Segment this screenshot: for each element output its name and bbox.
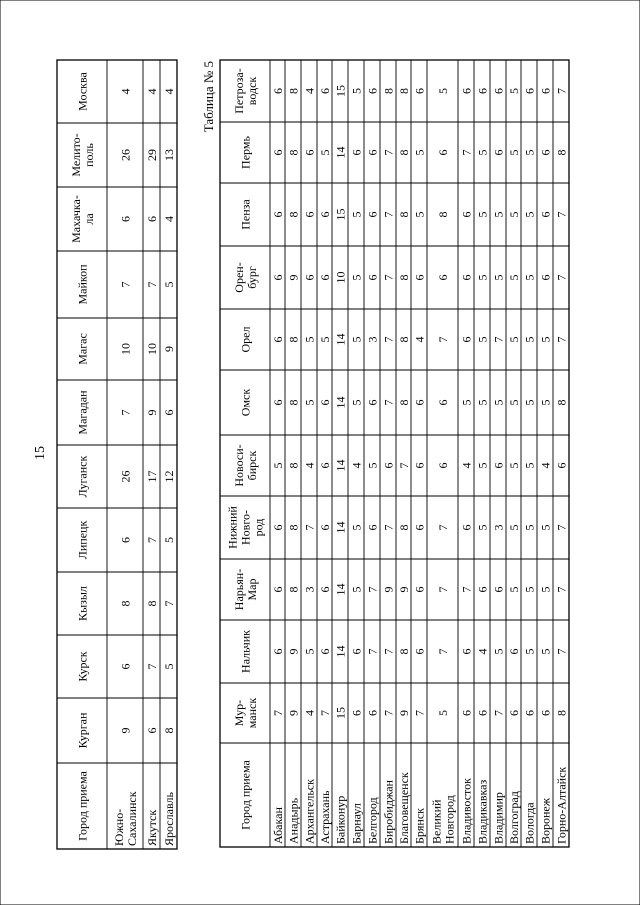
- bottom-value-cell: 8: [286, 586, 301, 593]
- bottom-city-cell: Астрахань: [318, 790, 332, 844]
- bottom-header-cell: Петроза-водск: [232, 68, 259, 114]
- bottom-value-cell: 6: [538, 88, 553, 94]
- bottom-value-cell: 7: [436, 336, 450, 343]
- top-value-cell: 7: [118, 409, 133, 416]
- bottom-value-cell: 7: [554, 648, 569, 655]
- bottom-value-cell: 6: [318, 462, 332, 469]
- top-value-cell: 7: [145, 663, 159, 670]
- bottom-value-cell: 6: [491, 586, 506, 593]
- bottom-value-cell: 6: [459, 211, 474, 218]
- bottom-value-cell: 5: [302, 336, 317, 343]
- bottom-value-cell: 6: [475, 710, 490, 716]
- bottom-value-cell: 6: [271, 88, 285, 94]
- bottom-value-cell: 5: [507, 149, 521, 156]
- top-value-cell: 8: [162, 727, 176, 734]
- bottom-value-cell: 7: [436, 524, 450, 531]
- bottom-value-cell: 6: [538, 149, 553, 156]
- bottom-value-cell: 5: [459, 399, 474, 406]
- bottom-value-cell: 14: [333, 396, 348, 409]
- bottom-value-cell: 14: [333, 459, 348, 472]
- bottom-value-cell: 5: [412, 149, 427, 156]
- bottom-value-cell: 6: [459, 88, 474, 94]
- bottom-value-cell: 5: [522, 211, 537, 218]
- bottom-value-cell: 6: [459, 274, 474, 281]
- bottom-city-cell: Горно-Алтайск: [554, 766, 569, 844]
- top-header-cell: Курган: [75, 712, 90, 749]
- bottom-value-cell: 5: [349, 211, 364, 218]
- top-value-cell: 6: [118, 537, 133, 543]
- bottom-value-cell: 7: [271, 710, 285, 716]
- bottom-value-cell: 5: [302, 399, 317, 406]
- bottom-value-cell: 5: [318, 149, 332, 156]
- bottom-value-cell: 6: [318, 274, 332, 281]
- top-value-cell: 4: [118, 88, 133, 95]
- top-value-cell: 9: [145, 409, 159, 416]
- bottom-city-cell: Владивосток: [459, 778, 474, 844]
- bottom-value-cell: 6: [271, 336, 285, 343]
- top-city-cell: Южно-Сахалинск: [112, 791, 139, 846]
- bottom-value-cell: 6: [271, 211, 285, 218]
- bottom-header-cell: Пермь: [238, 136, 253, 169]
- bottom-value-cell: 9: [381, 586, 396, 593]
- top-value-cell: 7: [145, 281, 159, 288]
- bottom-city-cell: Байконур: [333, 795, 348, 844]
- top-value-cell: 9: [118, 727, 133, 734]
- bottom-value-cell: 8: [397, 336, 411, 343]
- table-caption: Таблица № 5: [201, 61, 216, 133]
- bottom-value-cell: 6: [365, 274, 380, 281]
- top-header-cell: Мелито-поль: [69, 133, 96, 177]
- top-value-cell: 6: [145, 216, 159, 222]
- top-value-cell: 7: [162, 600, 176, 607]
- bottom-value-cell: 8: [436, 211, 450, 218]
- top-value-cell: 17: [145, 470, 159, 483]
- bottom-value-cell: 6: [491, 88, 506, 94]
- bottom-value-cell: 6: [271, 586, 285, 593]
- bottom-header-cell: Новоси-бирск: [232, 444, 259, 487]
- bottom-value-cell: 7: [554, 336, 569, 343]
- top-value-cell: 26: [118, 470, 133, 483]
- top-value-cell: 6: [145, 727, 159, 734]
- bottom-value-cell: 6: [349, 710, 364, 716]
- top-value-cell: 12: [162, 470, 176, 483]
- bottom-city-cell: Владикавказ: [475, 779, 490, 844]
- bottom-value-cell: 5: [522, 648, 537, 655]
- bottom-value-cell: 5: [538, 648, 553, 655]
- bottom-value-cell: 7: [436, 586, 450, 593]
- bottom-value-cell: 5: [522, 462, 537, 469]
- bottom-value-cell: 6: [318, 524, 332, 531]
- bottom-header-cell: Город приема: [238, 760, 253, 830]
- bottom-header-cell: Мур-манск: [232, 697, 259, 729]
- bottom-value-cell: 5: [491, 399, 506, 406]
- bottom-value-cell: 8: [397, 648, 411, 655]
- bottom-value-cell: 7: [554, 524, 569, 531]
- bottom-value-cell: 7: [381, 336, 396, 343]
- bottom-city-cell: Анадырь: [286, 797, 301, 844]
- bottom-value-cell: 5: [349, 524, 364, 531]
- bottom-value-cell: 6: [459, 710, 474, 716]
- bottom-value-cell: 7: [318, 710, 332, 716]
- bottom-value-cell: 6: [318, 88, 332, 94]
- bottom-value-cell: 6: [522, 88, 537, 94]
- bottom-value-cell: 6: [365, 211, 380, 218]
- bottom-city-cell: Абакан: [271, 807, 285, 844]
- bottom-value-cell: 6: [436, 274, 450, 281]
- top-header-cell: Майкоп: [75, 264, 90, 305]
- bottom-value-cell: 6: [302, 211, 317, 218]
- bottom-value-cell: 8: [554, 399, 569, 406]
- bottom-value-cell: 7: [412, 710, 427, 716]
- bottom-value-cell: 7: [381, 211, 396, 218]
- bottom-value-cell: 6: [381, 462, 396, 469]
- top-value-cell: 9: [162, 346, 176, 352]
- bottom-value-cell: 6: [318, 586, 332, 593]
- bottom-value-cell: 14: [333, 583, 348, 596]
- bottom-value-cell: 6: [412, 274, 427, 281]
- bottom-value-cell: 8: [286, 149, 301, 156]
- top-city-cell: Ярославль: [162, 792, 176, 846]
- bottom-value-cell: 4: [459, 462, 474, 469]
- bottom-value-cell: 7: [554, 586, 569, 593]
- bottom-value-cell: 8: [554, 149, 569, 156]
- bottom-value-cell: 4: [475, 648, 490, 655]
- bottom-value-cell: 5: [436, 88, 450, 94]
- bottom-value-cell: 6: [538, 274, 553, 281]
- bottom-value-cell: 7: [365, 586, 380, 593]
- top-city-cell: Якутск: [145, 809, 159, 846]
- bottom-value-cell: 6: [459, 648, 474, 655]
- bottom-city-cell: Брянск: [412, 808, 427, 844]
- top-value-cell: 5: [162, 663, 176, 670]
- top-header-cell: Луганск: [75, 455, 90, 498]
- bottom-value-cell: 4: [302, 710, 317, 716]
- bottom-value-cell: 5: [412, 211, 427, 218]
- bottom-value-cell: 6: [302, 149, 317, 156]
- bottom-value-cell: 5: [507, 462, 521, 469]
- bottom-value-cell: 5: [302, 648, 317, 655]
- bottom-value-cell: 6: [365, 399, 380, 406]
- bottom-value-cell: 5: [522, 274, 537, 281]
- bottom-value-cell: 5: [522, 149, 537, 156]
- bottom-value-cell: 5: [475, 149, 490, 156]
- top-value-cell: 8: [145, 600, 159, 607]
- top-value-cell: 5: [162, 281, 176, 288]
- bottom-value-cell: 8: [381, 88, 396, 94]
- bottom-value-cell: 9: [286, 710, 301, 716]
- bottom-value-cell: 7: [436, 648, 450, 655]
- top-value-cell: 7: [145, 537, 159, 543]
- bottom-value-cell: 5: [507, 274, 521, 281]
- bottom-value-cell: 5: [507, 586, 521, 593]
- bottom-value-cell: 7: [381, 524, 396, 531]
- bottom-value-cell: 6: [318, 399, 332, 406]
- bottom-value-cell: 5: [475, 211, 490, 218]
- bottom-value-cell: 14: [333, 333, 348, 346]
- bottom-city-cell: Биробиджан: [381, 780, 396, 844]
- bottom-value-cell: 6: [412, 399, 427, 406]
- bottom-value-cell: 8: [286, 462, 301, 469]
- bottom-value-cell: 4: [302, 88, 317, 94]
- top-value-cell: 5: [162, 537, 176, 543]
- bottom-value-cell: 6: [412, 586, 427, 593]
- bottom-value-cell: 6: [475, 586, 490, 593]
- bottom-value-cell: 5: [507, 88, 521, 94]
- top-value-cell: 26: [118, 149, 133, 161]
- bottom-value-cell: 5: [507, 336, 521, 343]
- bottom-value-cell: 6: [349, 648, 364, 655]
- bottom-value-cell: 9: [397, 710, 411, 716]
- bottom-value-cell: 7: [381, 274, 396, 281]
- bottom-city-cell: Владимир: [491, 792, 506, 844]
- bottom-value-cell: 8: [286, 88, 301, 94]
- bottom-value-cell: 5: [475, 274, 490, 281]
- bottom-value-cell: 6: [365, 88, 380, 94]
- top-value-cell: 29: [145, 149, 159, 161]
- bottom-value-cell: 7: [554, 211, 569, 218]
- bottom-value-cell: 9: [397, 586, 411, 593]
- bottom-value-cell: 6: [412, 524, 427, 531]
- bottom-value-cell: 8: [397, 88, 411, 94]
- bottom-value-cell: 8: [554, 710, 569, 716]
- top-value-cell: 4: [145, 88, 159, 95]
- bottom-value-cell: 8: [286, 524, 301, 531]
- bottom-value-cell: 14: [333, 521, 348, 534]
- bottom-value-cell: 6: [491, 149, 506, 156]
- bottom-header-cell: Нальчик: [238, 630, 253, 673]
- bottom-value-cell: 5: [538, 586, 553, 593]
- bottom-value-cell: 3: [491, 524, 506, 531]
- bottom-value-cell: 5: [475, 524, 490, 531]
- bottom-value-cell: 7: [554, 88, 569, 94]
- bottom-value-cell: 8: [397, 149, 411, 156]
- top-header-cell: Курск: [75, 651, 90, 682]
- bottom-value-cell: 8: [286, 211, 301, 218]
- bottom-value-cell: 10: [333, 271, 348, 284]
- top-value-cell: 10: [118, 343, 133, 355]
- bottom-city-cell: Воронеж: [538, 797, 553, 844]
- bottom-value-cell: 8: [397, 211, 411, 218]
- bottom-value-cell: 5: [475, 336, 490, 343]
- top-value-cell: 6: [118, 663, 133, 670]
- bottom-value-cell: 15: [333, 707, 348, 719]
- bottom-value-cell: 6: [491, 462, 506, 469]
- bottom-value-cell: 5: [507, 211, 521, 218]
- bottom-value-cell: 6: [271, 274, 285, 281]
- bottom-value-cell: 5: [538, 336, 553, 343]
- bottom-value-cell: 5: [522, 399, 537, 406]
- bottom-value-cell: 6: [349, 149, 364, 156]
- top-header-cell: Город приема: [75, 771, 90, 841]
- top-header-cell: Липецк: [75, 520, 90, 560]
- bottom-value-cell: 5: [538, 399, 553, 406]
- bottom-value-cell: 6: [554, 462, 569, 469]
- bottom-value-cell: 6: [475, 88, 490, 94]
- page-number: 15: [33, 446, 48, 460]
- bottom-value-cell: 6: [522, 710, 537, 716]
- bottom-value-cell: 5: [349, 274, 364, 281]
- bottom-value-cell: 7: [302, 524, 317, 531]
- top-header-cell: Москва: [75, 72, 90, 111]
- bottom-value-cell: 7: [381, 648, 396, 655]
- top-header-cell: Магас: [75, 333, 90, 365]
- bottom-value-cell: 7: [365, 648, 380, 655]
- bottom-value-cell: 7: [491, 710, 506, 716]
- bottom-value-cell: 5: [318, 336, 332, 343]
- bottom-value-cell: 6: [318, 211, 332, 218]
- bottom-value-cell: 7: [381, 399, 396, 406]
- top-value-cell: 10: [145, 343, 159, 355]
- bottom-value-cell: 5: [491, 274, 506, 281]
- bottom-value-cell: 6: [507, 710, 521, 716]
- bottom-header-cell: Орен-бург: [232, 262, 259, 293]
- bottom-value-cell: 5: [349, 88, 364, 94]
- bottom-value-cell: 7: [381, 710, 396, 716]
- bottom-value-cell: 5: [507, 524, 521, 531]
- bottom-value-cell: 6: [412, 648, 427, 655]
- bottom-value-cell: 6: [412, 462, 427, 469]
- bottom-value-cell: 5: [475, 399, 490, 406]
- bottom-city-cell: Вологда: [522, 802, 537, 844]
- top-value-cell: 4: [162, 88, 176, 95]
- bottom-value-cell: 9: [286, 274, 301, 281]
- bottom-city-cell: Барнаул: [349, 803, 364, 844]
- bottom-value-cell: 3: [365, 336, 380, 343]
- top-value-cell: 4: [162, 216, 176, 222]
- bottom-value-cell: 6: [271, 399, 285, 406]
- bottom-value-cell: 7: [459, 586, 474, 593]
- bottom-value-cell: 4: [412, 336, 427, 343]
- bottom-value-cell: 6: [538, 211, 553, 218]
- bottom-value-cell: 5: [271, 462, 285, 469]
- bottom-value-cell: 4: [538, 462, 553, 469]
- bottom-value-cell: 5: [522, 586, 537, 593]
- bottom-value-cell: 7: [554, 274, 569, 281]
- top-header-cell: Магадан: [75, 390, 90, 435]
- bottom-header-cell: НижнийНовго-род: [225, 506, 266, 549]
- top-value-cell: 6: [162, 409, 176, 416]
- bottom-value-cell: 14: [333, 146, 348, 159]
- bottom-value-cell: 5: [475, 462, 490, 469]
- bottom-value-cell: 7: [381, 149, 396, 156]
- bottom-value-cell: 7: [397, 462, 411, 469]
- bottom-header-cell: Омск: [238, 388, 253, 417]
- top-value-cell: 13: [162, 149, 176, 161]
- bottom-value-cell: 6: [302, 274, 317, 281]
- bottom-city-cell: Благовещенск: [397, 772, 411, 844]
- bottom-value-cell: 5: [507, 399, 521, 406]
- bottom-value-cell: 6: [271, 648, 285, 655]
- bottom-city-cell: Архангельск: [302, 779, 317, 844]
- bottom-value-cell: 6: [412, 88, 427, 94]
- bottom-value-cell: 4: [349, 462, 364, 469]
- bottom-value-cell: 6: [459, 336, 474, 343]
- bottom-value-cell: 5: [436, 710, 450, 716]
- bottom-value-cell: 4: [302, 462, 317, 469]
- bottom-value-cell: 5: [538, 524, 553, 531]
- bottom-value-cell: 6: [436, 149, 450, 156]
- bottom-value-cell: 6: [507, 648, 521, 655]
- bottom-value-cell: 7: [491, 336, 506, 343]
- bottom-value-cell: 5: [522, 336, 537, 343]
- bottom-city-cell: Белгород: [365, 797, 380, 844]
- bottom-value-cell: 14: [333, 645, 348, 658]
- bottom-value-cell: 8: [286, 336, 301, 343]
- top-value-cell: 7: [118, 281, 133, 288]
- top-header-cell: Кызыл: [75, 586, 90, 621]
- bottom-value-cell: 6: [271, 524, 285, 531]
- bottom-value-cell: 15: [333, 85, 348, 97]
- top-header-cell: Махачка-ла: [69, 195, 96, 243]
- bottom-header-cell: Орел: [238, 326, 253, 353]
- bottom-city-cell: ВеликийНовгород: [429, 795, 457, 844]
- bottom-value-cell: 5: [491, 211, 506, 218]
- bottom-value-cell: 6: [436, 399, 450, 406]
- bottom-value-cell: 5: [349, 336, 364, 343]
- bottom-value-cell: 5: [522, 524, 537, 531]
- bottom-value-cell: 5: [491, 648, 506, 655]
- bottom-header-cell: Нарьян-Мар: [232, 568, 259, 611]
- bottom-value-cell: 8: [397, 274, 411, 281]
- bottom-value-cell: 8: [397, 399, 411, 406]
- bottom-value-cell: 9: [286, 648, 301, 655]
- bottom-value-cell: 6: [365, 149, 380, 156]
- bottom-value-cell: 6: [538, 710, 553, 716]
- bottom-value-cell: 5: [365, 462, 380, 469]
- bottom-value-cell: 3: [302, 586, 317, 593]
- bottom-value-cell: 6: [459, 524, 474, 531]
- bottom-value-cell: 6: [436, 462, 450, 469]
- top-value-cell: 6: [118, 216, 133, 222]
- bottom-value-cell: 5: [349, 586, 364, 593]
- bottom-value-cell: 5: [349, 399, 364, 406]
- bottom-value-cell: 15: [333, 208, 348, 221]
- bottom-value-cell: 8: [397, 524, 411, 531]
- bottom-value-cell: 6: [271, 149, 285, 156]
- bottom-value-cell: 6: [365, 710, 380, 716]
- bottom-value-cell: 6: [318, 648, 332, 655]
- bottom-value-cell: 8: [286, 399, 301, 406]
- bottom-header-cell: Пенза: [238, 199, 253, 230]
- bottom-city-cell: Волгоград: [507, 791, 521, 844]
- bottom-value-cell: 7: [459, 149, 474, 156]
- bottom-value-cell: 6: [365, 524, 380, 531]
- top-value-cell: 8: [118, 600, 133, 607]
